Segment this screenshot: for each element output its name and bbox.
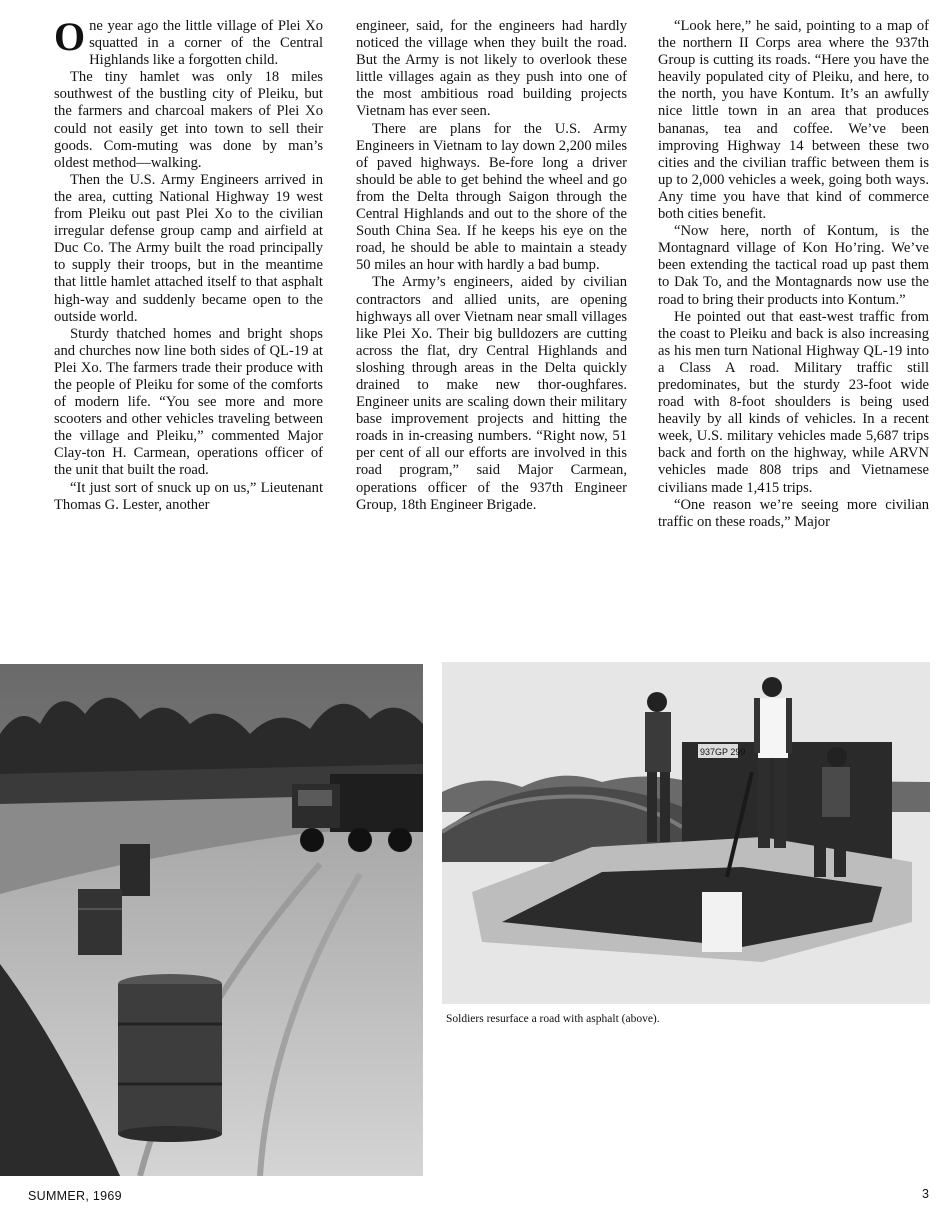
article-paragraph: There are plans for the U.S. Army Engineers in Vietnam to lay down 2,200 miles of paved highways. Be-fore long a driver should be able to get behind the wheel and go from the Delta through Saigon through the Central Highlands and out to the shore of the South China Sea. If he keeps his eye on the road, he should be able to maintain a steady 50 miles an hour with hardly a bad bump. (356, 120, 627, 274)
photo-soldiers-resurfacing (442, 662, 930, 1004)
article-column-1 (54, 14, 323, 514)
photo-caption: Soldiers resurface a road with asphalt (above). (446, 1013, 660, 1025)
article-paragraph: He pointed out that east-west traffic from the coast to Pleiku and back is also increasing as his men turn National Highway QL-19 into a Class A road. Military traffic still predominates, but the sturdy 23-foot wide road with 8-foot shoulders is being used heavily by all kinds of vehicles. In a recent week, U.S. military vehicles made 5,687 trips back and forth on the highway, while ARVN vehicles made 808 trips and Vietnamese civilians made 1,415 trips. (658, 308, 929, 496)
issue-date: SUMMER, 1969 (28, 1189, 122, 1203)
article-paragraph: Sturdy thatched homes and bright shops and churches now line both sides of QL-19 at Plei Xo. The farmers trade their produce with the people of Pleiku for some of the comforts of modern life. “You see more and more scooters and other vehicles traveling between the village and Pleiku,” commented Major Clay-ton H. Carmean, operations officer of the unit that built the road. (54, 325, 323, 479)
article-paragraph: “It just sort of snuck up on us,” Lieutenant Thomas G. Lester, another (54, 479, 323, 513)
page-number: 3 (922, 1187, 929, 1201)
photo-truck-on-road (0, 664, 423, 1176)
oil-drum-near (118, 974, 222, 1142)
article-paragraph: One year ago the little village of Plei Xo squatted in a corner of the Central Highlands like a forgotten child. (54, 14, 323, 69)
equipment-marking: 937GP 299 (700, 747, 746, 757)
article-paragraph: The tiny hamlet was only 18 miles southwest of the bustling city of Pleiku, but the farmers and charcoal makers of Plei Xo could not easily get into town to sell their goods. Com-muting was done by man’s oldest method—walking. (54, 69, 323, 171)
article-paragraph: “Now here, north of Kontum, is the Montagnard village of Kon Ho’ring. We’ve been extending the tactical road up past them to Dak To, and the Montagnards now use the road to bring their products into Kontum.” (658, 223, 929, 308)
drop-cap: O (54, 14, 86, 59)
article-column-2 (356, 18, 627, 514)
oil-drum-far (120, 844, 150, 896)
photo-soldiers-illustration (442, 662, 930, 1004)
article-paragraph: Then the U.S. Army Engineers arrived in the area, cutting National Highway 19 west from Pleiku out past Plei Xo to the civilian irregular defense group camp and airfield at Duc Co. The Army built the road principally to supply their troops, but in the meantime that little hamlet attached itself to that asphalt high-way and suddenly became open to the outside world. (54, 171, 323, 325)
photo-truck-illustration (0, 664, 423, 1176)
article-paragraph: “Look here,” he said, pointing to a map of the northern II Corps area where the 937th Group is cutting its roads. “Here you have the heavily populated city of Pleiku, and here, to the north, you have Kontum. It’s an awfully nice little town in an area that produces bananas, tea and coffee. We’ve been improving Highway 14 between these two cities and the civilian traffic between them is up to 2,000 vehicles a week, going both ways. Any time you have that kind of commerce both cities benefit. (658, 18, 929, 223)
article-paragraph: “One reason we’re seeing more civilian traffic on these roads,” Major (658, 496, 929, 530)
article-paragraph: engineer, said, for the engineers had hardly noticed the village when they built the road. But the Army is not likely to overlook these little villages again as they push into one of the most ambitious road building projects Vietnam has ever seen. (356, 18, 627, 120)
article-paragraph: The Army’s engineers, aided by civilian contractors and allied units, are opening highways all over Vietnam near small villages like Plei Xo. Their big bulldozers are cutting across the flat, dry Central Highlands and sloshing through areas in the Delta quickly drained to make new thor-oughfares. Engineer units are scaling down their military base improvement projects and hitting the roads in in-creasing numbers. “Right now, 51 per cent of all our efforts are involved in this road program,” said Major Carmean, operations officer of the 937th Engineer Group, 18th Engineer Brigade. (356, 274, 627, 513)
article-column-3 (658, 18, 929, 531)
oil-drum-mid (78, 889, 122, 955)
truck-shape (292, 774, 423, 852)
